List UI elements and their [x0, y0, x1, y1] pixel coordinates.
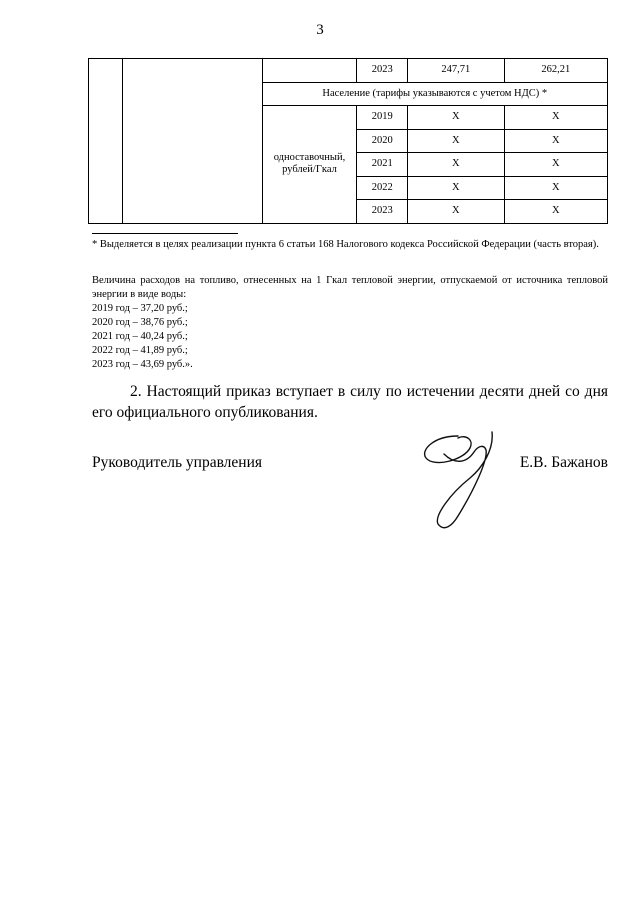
- value-cell: Х: [408, 153, 504, 177]
- signatory-name: Е.В. Бажанов: [519, 454, 608, 471]
- value-cell: 247,71: [408, 59, 504, 83]
- fuel-cost-line: 2022 год – 41,89 руб.;: [92, 345, 188, 356]
- year-cell: 2020: [357, 129, 408, 153]
- handwritten-signature: [414, 420, 514, 540]
- value-cell: Х: [504, 153, 607, 177]
- population-header: Население (тарифы указываются с учетом НДС) *: [262, 82, 607, 106]
- value-cell: 262,21: [504, 59, 607, 83]
- fuel-cost-line: 2023 год – 43,69 руб.».: [92, 359, 193, 370]
- value-cell: Х: [504, 106, 607, 130]
- value-cell: Х: [408, 106, 504, 130]
- value-cell: Х: [408, 176, 504, 200]
- value-cell: Х: [408, 129, 504, 153]
- paragraph-2: 2. Настоящий приказ вступает в силу по истечении десяти дней со дня его официального опубликования.: [92, 383, 608, 421]
- year-cell: 2019: [357, 106, 408, 130]
- table-row: [89, 59, 608, 83]
- table-cell-empty: [122, 59, 262, 224]
- year-cell: 2021: [357, 153, 408, 177]
- value-cell: Х: [408, 200, 504, 224]
- fuel-cost-line: 2021 год – 40,24 руб.;: [92, 331, 188, 342]
- table-cell-empty: [89, 59, 123, 224]
- value-cell: Х: [504, 176, 607, 200]
- unit-label: одноставочный, рублей/Гкал: [262, 106, 357, 224]
- signatory-role: Руководитель управления: [92, 454, 263, 471]
- footnote-divider: [92, 233, 238, 234]
- tariff-table: [88, 58, 608, 224]
- year-cell: 2023: [357, 200, 408, 224]
- year-cell: 2023: [357, 59, 408, 83]
- year-cell: 2022: [357, 176, 408, 200]
- fuel-cost-line: 2020 год – 38,76 руб.;: [92, 317, 188, 328]
- page-number: 3: [316, 22, 324, 38]
- fuel-costs-block: [92, 274, 608, 372]
- value-cell: Х: [504, 129, 607, 153]
- footnote: * Выделяется в целях реализации пункта 6 статьи 168 Налогового кодекса Российской Федерации (часть вторая).: [92, 239, 599, 250]
- fuel-cost-line: 2019 год – 37,20 руб.;: [92, 303, 188, 314]
- fuel-costs-intro: Величина расходов на топливо, отнесенных на 1 Гкал тепловой энергии, отпускаемой от источника тепловой энергии в виде воды:: [92, 275, 608, 300]
- table-cell-empty: [262, 59, 357, 83]
- value-cell: Х: [504, 200, 607, 224]
